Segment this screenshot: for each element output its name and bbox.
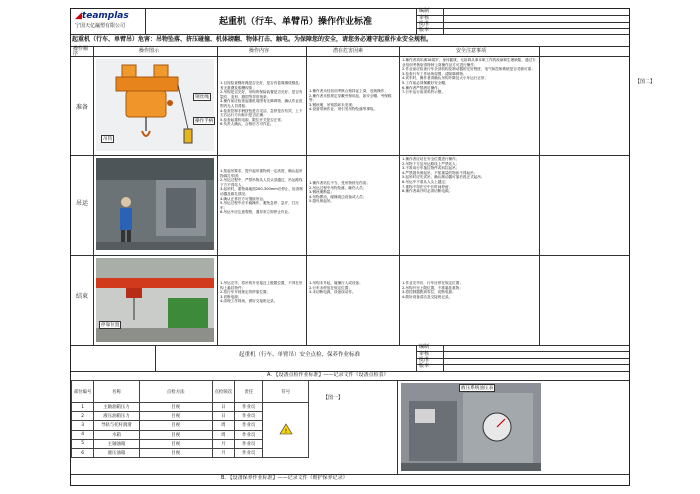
col-safety: 安全注意事项: [456, 48, 487, 54]
lifting-operation-photo: [96, 158, 214, 250]
cell-no: 2: [72, 412, 94, 421]
label-wire-rope: 钢丝绳: [195, 95, 209, 100]
th-name: 名称: [94, 381, 139, 403]
th-frequency: 点检频次: [212, 381, 234, 403]
cell-no: 4: [72, 430, 94, 439]
hydraulic-unit-illustration: [401, 383, 541, 471]
lower-meta-compile: 编制: [419, 344, 430, 350]
page-title: 起重机（行车、单臂吊）操作作业标准: [219, 17, 373, 27]
cell-name: 液压油箱: [94, 448, 139, 457]
meta-label-review: 审核: [419, 15, 430, 21]
cell-responsible: 作业员: [234, 412, 263, 421]
hazard-finish: 1.吊钩未升起，碰撞行人或设备； 2.行车未停放在规定位置； 3.未切断电源，设备误动作。: [309, 281, 363, 295]
th-responsible: 责任: [234, 381, 263, 403]
cell-no: 5: [72, 439, 94, 448]
section-b-title: B. 【设备保养作业标准】——记录文件《维护保养记录》: [221, 475, 348, 481]
logo-swoosh-icon: ◢: [75, 11, 82, 21]
parking-position-photo: [96, 258, 214, 342]
content-lifting: 1.按起吊要求，提升起吊重物到一定高度，确认起吊物绑扎牢固； 2.吊运过程中，严禁吊物从人员头顶越过，吊运路线下方不得站人； 3.起吊时，重物离地面200-300mm后停止，检查制动器及绑扎情况； 4.确认正常后方可继续吊运； 5.吊运过程中应平稳操作，避免急停、急开、打反车； 6.吊运中应注意观察，遇异常立即停止作业。: [220, 169, 303, 215]
lower-meta-approve: 批准: [419, 357, 430, 363]
cell-frequency: 日: [212, 412, 234, 421]
cell-frequency: 月: [212, 439, 234, 448]
warning-triangle-icon: [279, 423, 293, 435]
label-parking-position: 停靠位置: [101, 323, 120, 328]
lower-meta-version: 版本: [419, 363, 430, 369]
cell-method: 目视: [139, 412, 212, 421]
crane-beam-illustration: [96, 258, 214, 342]
cell-frequency: 日: [212, 403, 234, 412]
cell-no: 1: [72, 403, 94, 412]
cell-frequency: 周: [212, 421, 234, 430]
cell-responsible: 作业员: [234, 439, 263, 448]
label-hook: 吊钩: [103, 137, 113, 142]
company-name: 宁国天亿瀛塑有限公司: [75, 23, 126, 29]
cell-name: 导轨与托杆润滑: [94, 421, 139, 430]
cell-no: 6: [72, 448, 94, 457]
col-step: 操作顺序: [73, 46, 89, 57]
meta-label-version: 版本: [419, 27, 430, 33]
cell-responsible: 作业员: [234, 430, 263, 439]
table-header-row: [72, 381, 309, 403]
cell-method: 目视: [139, 448, 212, 457]
cell-method: 目视: [139, 439, 212, 448]
hazard-prepare: 1.操作者未经培训考核合格持证上岗，违规操作； 2.操作者未按规定穿戴劳保用品，如安全帽、劳保鞋等； 3.钢丝绳、吊钩损坏未发现； 4.设备带病作业，易引发吊物坠落等事故。: [309, 89, 392, 112]
cell-method: 目视: [139, 403, 212, 412]
th-part-no: 部位编号: [72, 381, 94, 403]
section-a-title: A. 【设备点检作业标准】——记录文件《设备点检表》: [267, 372, 389, 378]
cell-frequency: 月: [212, 448, 234, 457]
cell-symbol: [263, 403, 309, 458]
svg-text:!: !: [284, 428, 287, 436]
cell-responsible: 作业员: [234, 403, 263, 412]
th-symbol: 符号: [263, 381, 309, 403]
diagram-tag: 【图一】: [323, 395, 344, 401]
meta-label-approve: 批准: [419, 21, 430, 27]
col-content: 操作内容: [249, 48, 270, 54]
content-prepare: 1.目视检查钢丝绳是否完好，是否有卷筒缠绕错乱；有无重叠及脱槽现象； 2.吊钩是否完好，吊钩的保险装置是否完好；是否有裂纹、变形、磨损等异常现象； 3.操作前应检查起重机周围有无障碍物，确认作业范围内无人员滞留； 4.检查控制手柄按钮是否灵活、急停是否有效，上下左右运行方向标识是否正确； 5.检查起重机电源、限位开关是否正常； 6.负责人确认，合格后方可作业。: [220, 81, 303, 127]
safety-finish: 1.作业完毕后，行车应停在规定位置； 2.吊钩升至上限位置，不准悬挂重物； 3.将控制器拨到零位，切断电源； 4.做好设备清洁及交接班记录。: [402, 281, 463, 299]
cell-method: 目视: [139, 430, 212, 439]
cell-name: 主轴油箱压力: [94, 403, 139, 412]
step-name-finish: 结束: [76, 293, 89, 300]
side-tag: 【图二】: [635, 79, 656, 85]
hazard-statement: 起重机（行车、单臂吊）危害：吊物坠落、挤压碰撞、机体磅翻、物体打击、触电。为保障您的安全，请您务必遵守起重作业安全规程。: [72, 36, 433, 43]
step-name-lifting: 吊运: [76, 200, 89, 207]
cell-name: 液压油箱压力: [94, 412, 139, 421]
step-name-prepare: 准备: [76, 104, 89, 111]
meta-label-compile: 编制: [419, 8, 430, 14]
cell-no: 3: [72, 421, 94, 430]
point-inspection-table: [71, 380, 309, 458]
lower-meta-review: 审核: [419, 351, 430, 357]
cell-responsible: 作业员: [234, 421, 263, 430]
lower-title: 起重机（行车、单臂吊）安全点检、保养作业标准: [239, 352, 361, 358]
label-pressure-gauge: 液压系统油压表: [461, 386, 494, 391]
cell-name: 水箱: [94, 430, 139, 439]
cell-responsible: 作业员: [234, 448, 263, 457]
hazard-lifting: 1.操作者站位不当，受吊物挤压伤害； 2.吊运过程中吊物坠落，砸伤人员； 3.钢丝绳断裂； 4.吊物摆动，碰撞周边设备或人员； 5.超负荷起吊。: [309, 181, 370, 204]
company-logo: ◢teamplas: [75, 11, 129, 21]
safety-lifting: 1.操作者应站在安全位置进行操作； 2.吊物下方及吊运路线上严禁站人； 3.不准用行车拖拉物件或斜拉起吊； 4.严禁超负荷起吊，不知重量的物体不得起吊； 5.起吊时应先试吊，确认制动器可靠后再正式起吊； 6.吊运中不准从人头上越过； 7.重物不得在空中长时间停留； 8.操作者离开时必须切断电源。: [402, 157, 485, 194]
cell-name: 主轴油箱: [94, 439, 139, 448]
workshop-lifting-illustration: [96, 158, 214, 250]
col-hazard: 潜在危害因素: [333, 48, 364, 54]
cell-frequency: 周: [212, 430, 234, 439]
content-finish: 1.吊运完毕，将吊钩升至接近上极限位置，不得在吊钩上悬挂物件； 2.将行车开到规定的停靠位置； 3.切断电源； 4.清理工作现场，做好交接班记录。: [220, 281, 303, 304]
col-illustration: 操作图示: [139, 48, 160, 54]
safety-prepare: 1.操作者须年满18周岁，身体健康，无妨碍从事本职工作的疾病和生理缺陷，通过专业培训考核取得特种上岗操作证方可进行操作； 2.作业前应检查行车全部机构及制动器的完好程度，电气和控制系统是否灵敏可靠； 3.检查行车工作场所周围，清除障碍物； 4.试车时，操作者须确认吊钩升降及大小车运行正常； 5.工作前必须佩戴好安全帽； 6.操作者严禁酒后操作； 7.行车运行前须鸣铃示警。: [402, 58, 536, 95]
cell-method: 目视: [139, 421, 212, 430]
table-row: [72, 403, 309, 412]
document-sheet: [70, 8, 630, 486]
th-method: 点检方法: [139, 381, 212, 403]
label-control-handle: 操作手柄: [195, 119, 214, 124]
hydraulic-pressure-photo: [401, 383, 541, 471]
